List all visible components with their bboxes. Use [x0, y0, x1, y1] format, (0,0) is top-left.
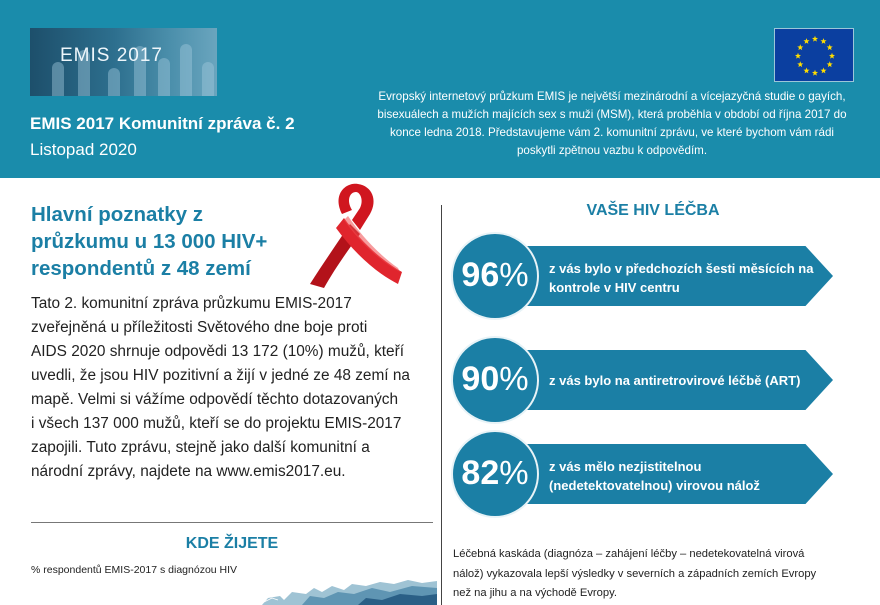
eu-star-icon: [797, 44, 803, 50]
where-you-live-heading: KDE ŽIJETE: [185, 535, 279, 552]
eu-star-icon: [812, 36, 818, 42]
map-caption: % respondentů EMIS-2017 s diagnózou HIV: [31, 564, 238, 576]
stat-label: z vás mělo nezjistitelnou (nedetektovatelnou) virovou nálož: [549, 459, 760, 493]
intro-paragraph: Tato 2. komunitní zpráva průzkumu EMIS-2017 zveřejněná u příležitosti Světového dne boje proti AIDS 2020 shrnuje odpovědi 13 172 (10%) mužů, kteří uvedli, že jsou HIV pozitivní a žijí v jedné ze 48 zemí na mapě. Velmi si vážíme odpovědí těchto dotazovaných i všech 137 000 mužů, kteří se do projektu EMIS-2017 zapojili. Tuto zprávu, stejně jako další komunitní a národní zprávy, najdete na www.emis2017.eu.: [31, 295, 410, 480]
report-title: EMIS 2017 Komunitní zpráva č. 2: [30, 114, 295, 133]
report-date: Listopad 2020: [30, 140, 137, 159]
stat-label: z vás bylo na antiretrovirové léčbě (ART): [549, 373, 801, 388]
emis-2017-logo-banner: [30, 28, 217, 96]
main-heading: Hlavní poznatky z průzkumu u 13 000 HIV+ respondentů z 48 zemí: [31, 203, 268, 280]
europe-map: [262, 578, 437, 605]
eu-star-icon: [827, 61, 833, 67]
stat-percentage: 90%: [461, 360, 529, 398]
section-divider: [31, 522, 433, 523]
emis-logo-text: EMIS 2017: [60, 45, 163, 66]
red-aids-ribbon-icon: [298, 180, 410, 292]
stat-undetectable-viral-load: [453, 432, 855, 516]
stat-label: z vás bylo v předchozích šesti měsících na kontrole v HIV centru: [549, 261, 814, 295]
report-header: [0, 0, 880, 178]
eu-flag-icon: [774, 28, 854, 82]
eu-star-icon: [803, 68, 809, 74]
treatment-cascade-note: Léčebná kaskáda (diagnóza – zahájení léčby – nedetekovatelná virová nálož) vykazovala lepší výsledky v severních a západních zemích Evropy než na jihu a na východě Evropy.: [453, 548, 817, 599]
eu-star-icon: [820, 38, 826, 44]
stat-percentage: 82%: [461, 454, 529, 492]
eu-star-icon: [795, 53, 801, 59]
stat-health-check: [453, 234, 855, 318]
eu-star-icon: [827, 44, 833, 50]
eu-star-icon: [812, 70, 818, 76]
report-description: Evropský internetový průzkum EMIS je největší mezinárodní a vícejazyčná studie o gayích, bisexuálech a mužích majících sex s muži (MSM), která proběhla v období od října 2017 do konce ledna 2018. Představujeme vám 2. komunitní zprávu, ve které bychom vám rádi poskytli zpětnou vazbu k odpovědím.: [377, 90, 847, 157]
eu-star-icon: [803, 38, 809, 44]
stat-percentage: 96%: [461, 256, 529, 294]
stat-art-treatment: [453, 338, 855, 422]
hiv-treatment-heading: VAŠE HIV LÉČBA: [586, 202, 720, 219]
column-divider: [441, 205, 442, 605]
eu-star-icon: [797, 61, 803, 67]
eu-star-icon: [820, 68, 826, 74]
eu-star-icon: [829, 53, 835, 59]
